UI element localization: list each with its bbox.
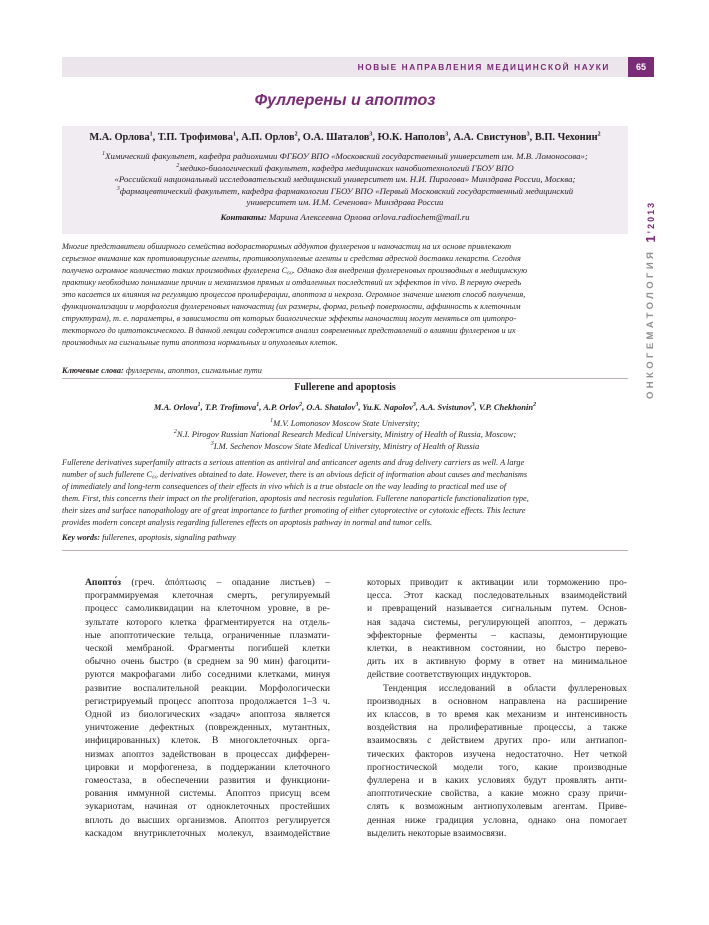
- body-text-line: [367, 589, 627, 602]
- affiliation-line: [62, 418, 628, 429]
- affiliation-line: [78, 197, 612, 209]
- author-name: O.A. Shatalov: [306, 402, 356, 412]
- body-text-line: [367, 695, 627, 708]
- body-text-line: [367, 616, 627, 629]
- keywords-ru: [62, 366, 262, 375]
- author-affiliation-mark: 1: [149, 131, 153, 138]
- body-text-line: [367, 800, 627, 813]
- abstract-line: практику необходимо понимание причин и механизмов прямых и отдаленных последствий их эффектов in vivo. В первую очередь: [62, 278, 522, 287]
- body-text-line: [367, 761, 627, 774]
- body-text-line: [367, 576, 627, 589]
- body-text: Тенденция исследований в области фуллереновых: [383, 682, 627, 694]
- author-affiliation-mark: 3: [445, 131, 449, 138]
- body-text: клетки, в неактивном состоянии, но быстро перево-: [367, 643, 627, 655]
- body-text: гомеостаза, в обеспечении развития и функциони-: [85, 775, 330, 787]
- body-text-line: [85, 576, 330, 589]
- author-name: А.А. Свистунов: [453, 132, 527, 143]
- affiliation-line: [78, 186, 612, 198]
- affiliation-mark: 2: [176, 162, 180, 169]
- author-affiliation-mark: 3: [355, 402, 359, 409]
- body-text-line: [85, 602, 330, 615]
- body-text-line: [85, 774, 330, 787]
- body-text-line: [367, 602, 627, 615]
- body-text: прогностической модели того, какие производные: [367, 761, 627, 773]
- author-name: M.A. Orlova: [153, 402, 198, 412]
- body-text-line: [367, 668, 627, 681]
- abstract-en: [62, 457, 628, 529]
- body-text: (греч. ἀπόπτωσις – опадание листьев) –: [121, 577, 330, 588]
- body-text: производных в основном направлена на расширение: [367, 695, 627, 707]
- body-text: зультате которого клетка фрагментируется на отдель-: [85, 616, 330, 628]
- affiliations-en: [62, 418, 628, 452]
- body-text-line: [367, 708, 627, 721]
- body-text-line: [367, 814, 627, 827]
- affiliation-text: фармацевтический факультет, кафедра фармакологии ГБОУ ВПО «Первый Московский государственный медицинский: [119, 185, 574, 196]
- abstract-line: Fullerene derivatives superfamily attracts a serious attention as antiviral and anticancer agents and drug delivery carriers as well. A large: [62, 458, 525, 467]
- author-name: А.П. Орлов: [241, 132, 295, 143]
- author-name: V.P. Chekhonin: [478, 402, 534, 412]
- author-affiliation-mark: 2: [294, 131, 298, 138]
- abstract-line: Многие представители обширного семейства водорастворимых аддуктов фуллеренов и наночастиц на их основе привлекают: [62, 242, 512, 251]
- body-text: развитие воспалительной реакции. Морфологически: [85, 682, 330, 694]
- keywords-en: [62, 533, 236, 542]
- body-text-line: [85, 642, 330, 655]
- body-text: воздействия на пролиферативные процессы, а также: [367, 722, 627, 734]
- authors-en: M.A. Orlova$^1$, T.P. Trofimova$^1$, A.P. Orlov$^2$, O.A. Shatalov$^3$, Yu.K. Napolov$^3$, A.A. Svistunov$^3$, V.P. Chekhonin$^2$: [153, 402, 537, 412]
- body-text-line: [367, 774, 627, 787]
- body-text-line: [85, 655, 330, 668]
- body-text-line: [85, 708, 330, 721]
- body-text-line: [367, 734, 627, 747]
- body-text: эукариотам, начиная от одноклеточных простейших: [85, 801, 330, 813]
- english-title: Fullerene and apoptosis: [294, 382, 396, 393]
- body-text-line: [367, 827, 627, 840]
- body-text-line: [85, 629, 330, 642]
- author-affiliation-mark: 2: [597, 131, 601, 138]
- body-text: цесса. Этот каскад последовательных взаимодействий: [367, 590, 627, 602]
- contacts: [62, 212, 628, 222]
- affiliation-mark: 3: [116, 185, 120, 192]
- keywords-en-label: Key words:: [62, 533, 101, 542]
- affiliation-mark: 1: [102, 151, 106, 158]
- author-name: В.П. Чехонин: [534, 132, 598, 143]
- body-text-line: [85, 800, 330, 813]
- body-text: руются макрофагами либо соседними клетками, минуя: [85, 669, 330, 681]
- abstract-ru: [62, 241, 628, 349]
- abstract-line: of immediately and long-term consequences of their effects in vivo which is a true obstacle on the way leading to practical med use of: [62, 482, 507, 491]
- affiliation-text: I.M. Sechenov Moscow State Medical University, Ministry of Health of Russia: [213, 440, 480, 451]
- abstract-line: number of such fullerene C₆₀ derivatives obtained to date. However, there is an obvious deficit of information about causes and mechanisms: [62, 470, 528, 479]
- body-text: ные апоптотические тельца, ограниченные плазмати-: [85, 629, 330, 641]
- body-text-line: [85, 734, 330, 747]
- body-text: рования иммунной системы. Апоптоз присущ всем: [85, 788, 330, 800]
- body-text-line: [367, 748, 627, 761]
- body-text: регистрируемый процесс апоптоза продолжается 1–3 ч.: [85, 695, 330, 707]
- body-text: апоптотические свойства, а какие можно сразу причи-: [367, 788, 627, 800]
- abstract-line: provides modern concept analysis regarding fullerenes effects on apoptosis pathway in normal and tumor cells.: [62, 518, 433, 527]
- affiliation-mark: 1: [270, 418, 274, 425]
- author-name: Yu.K. Napolov: [362, 402, 413, 412]
- body-text-line: [85, 748, 330, 761]
- body-text: вплоть до высших организмов. Апоптоз регулируется: [85, 814, 330, 826]
- affiliation-text: N.I. Pirogov Russian National Research Medical University, Ministry of Health of Russia, Moscow;: [176, 429, 517, 440]
- body-text-line: [367, 629, 627, 642]
- body-text: каскадом внутриклеточных молекул, взаимодействие: [85, 827, 330, 839]
- author-affiliation-mark: 1: [197, 402, 201, 409]
- affiliation-text: университет им. И.М. Сеченова» Минздрава России: [246, 197, 444, 208]
- keywords-en-text: fullerenes, apoptosis, signaling pathway: [100, 533, 236, 542]
- body-text: выделить некоторые взаимосвязи.: [367, 827, 507, 839]
- body-text: тических факторов изучена недостаточно. Нет четкой: [367, 748, 627, 760]
- body-text-line: [85, 787, 330, 800]
- body-column-left: [85, 576, 330, 840]
- abstract-line: their sizes and surface nanopathology are of great importance to further promoting of either cytoprotective or cytotoxic effects. This lecture: [62, 506, 526, 515]
- body-text: эффекторные ферменты – каспазы, демонтирующие: [367, 629, 627, 641]
- body-text: цировки и морфогенеза, в поддержании клеточного: [85, 761, 330, 773]
- affiliation-mark: 3: [210, 440, 214, 447]
- body-text-line: [367, 642, 627, 655]
- body-text: которых приводит к активации или торможению про-: [367, 577, 627, 588]
- abstract-line: them. First, this concerns their impact on the proliferation, apoptosis and necrosis regulation. Fullerene nanoparticle functionalization type,: [62, 494, 529, 503]
- abstract-line: это касается их влияния на регуляцию процессов пролиферации, апоптоза и некроза. Огромное значение имеют способ получения,: [62, 290, 526, 299]
- keywords-ru-text: фуллерены, апоптоз, сигнальные пути: [123, 366, 262, 375]
- body-text-line: [85, 668, 330, 681]
- affiliation-line: [78, 174, 612, 186]
- body-text: и превращений называется сигнальным путем. Основ-: [367, 603, 627, 615]
- author-affiliation-mark: 3: [369, 131, 373, 138]
- abstract-line: функционализации и морфология фуллереновых наночастиц (их размеры, форма, рельеф поверхности, аффинность к клеточным: [62, 302, 521, 311]
- body-text-line: [85, 616, 330, 629]
- abstract-line: получено огромное количество таких производных фуллерена С₆₀. Однако для внедрения фуллереновых производных в медицинскую: [62, 266, 528, 275]
- affiliation-line: [78, 151, 612, 163]
- affiliation-line: [78, 163, 612, 175]
- author-name: Т.П. Трофимова: [157, 132, 233, 143]
- divider: [62, 550, 628, 551]
- body-column-right: [367, 576, 627, 840]
- journal-name: ОНКОГЕМАТОЛОГИЯ: [645, 248, 656, 399]
- body-text-line: [85, 682, 330, 695]
- body-text: инфицированных) клеток. В многоклеточных орга-: [85, 735, 330, 747]
- body-text: низмах апоптоз задействован в процессах дифферен-: [85, 748, 330, 760]
- journal-year: 2013: [646, 200, 656, 229]
- body-text: ная задача системы, регулирующей апоптоз, – держать: [367, 616, 627, 628]
- term-lead: Апопто́з: [85, 577, 122, 588]
- page-number: 65: [628, 57, 654, 77]
- body-text: обычно очень быстро (в среднем за 90 мин) фагоцити-: [85, 656, 330, 668]
- journal-issue-separator: ’: [646, 228, 656, 234]
- body-text-line: [367, 682, 627, 695]
- affiliation-text: «Российский национальный исследовательский медицинский университет им. Н.И. Пирогова» Минздрава России, Москва;: [114, 174, 576, 185]
- author-affiliation-mark: 3: [526, 131, 530, 138]
- abstract-line: структурам), т. е. параметры, в зависимости от которых биологические эффекты наночастиц могут меняться от цитопро-: [62, 314, 517, 323]
- journal-side-label: [641, 99, 661, 399]
- author-name: О.А. Шаталов: [302, 132, 370, 143]
- body-text-line: [85, 814, 330, 827]
- body-text: ческой мембраной. Фрагменты погибшей клетки: [85, 643, 330, 655]
- abstract-line: серьезное внимание как противовирусные агенты, противоопухолевые агенты и средства адресной доставки лекарств. Сегодня: [62, 254, 521, 263]
- keywords-ru-label: Ключевые слова:: [62, 366, 124, 375]
- body-text: дить их в активную форму в ответ на минимальное: [367, 656, 627, 668]
- body-text: их классов, в то время как механизм и интенсивность: [367, 709, 627, 721]
- divider: [62, 378, 628, 379]
- article-title: Фуллерены и апоптоз: [254, 92, 436, 109]
- abstract-line: текторного до цитотоксического. В данной лекции содержится анализ современных представлений о влиянии фуллеренов и их: [62, 326, 516, 335]
- author-affiliation-mark: 2: [299, 402, 303, 409]
- journal-issue: 1: [643, 233, 658, 243]
- authors-ru: М.А. Орлова$^1$, Т.П. Трофимова$^1$, А.П. Орлов$^2$, О.А. Шаталов$^3$, Ю.К. Наполов$^3$, А.А. Свистунов$^3$, В.П. Чехонин$^2$: [89, 131, 601, 143]
- affiliation-text: Химический факультет, кафедра радиохимии ФГБОУ ВПО «Московский государственный университет им. М.В. Ломоносова»;: [105, 151, 588, 161]
- body-text: денная ниже градиция условна, однако она помогает: [367, 814, 627, 826]
- author-affiliation-mark: 1: [256, 402, 260, 409]
- author-affiliation-mark: 3: [412, 402, 416, 409]
- affiliation-mark: 2: [173, 429, 177, 436]
- affiliation-text: M.V. Lomonosov Moscow State University;: [273, 418, 420, 428]
- body-text: фуллерена и в каких условиях будут проявлять анти-: [367, 775, 627, 787]
- body-text: слять к возможным антиопухолевым агентам. Приве-: [367, 801, 627, 813]
- author-name: М.А. Орлова: [89, 132, 150, 143]
- body-text: действие соответствующих индукторов.: [367, 669, 532, 681]
- affiliation-line: [62, 441, 628, 452]
- body-text-line: [85, 589, 330, 602]
- affiliation-text: медико-биологический факультет, кафедра медицинских нанобиотехнологий ГБОУ ВПО: [179, 162, 514, 173]
- body-text: Одной из биологических «задач» апоптоза является: [85, 709, 330, 721]
- contacts-label: Контакты:: [220, 212, 267, 222]
- body-text: уничтожение дефектных (поврежденных, мутантных,: [85, 722, 330, 734]
- body-text-line: [367, 721, 627, 734]
- body-text-line: [367, 655, 627, 668]
- author-name: Ю.К. Наполов: [377, 132, 446, 143]
- section-header: НОВЫЕ НАПРАВЛЕНИЯ МЕДИЦИНСКОЙ НАУКИ: [357, 62, 610, 72]
- body-text-line: [85, 761, 330, 774]
- author-name: A.A. Svistunov: [419, 402, 472, 412]
- body-text-line: [85, 721, 330, 734]
- author-name: A.P. Orlov: [263, 402, 300, 412]
- body-text-line: [85, 695, 330, 708]
- author-name: T.P. Trofimova: [204, 402, 257, 412]
- author-affiliation-mark: 1: [233, 131, 236, 138]
- body-text-line: [367, 787, 627, 800]
- body-text: программируемая клеточная смерть, регулируемый: [85, 590, 330, 602]
- author-affiliation-mark: 3: [471, 402, 475, 409]
- affiliation-line: [62, 429, 628, 440]
- body-text: взаимосвязь с действием других про- или антиапоп-: [367, 735, 627, 747]
- author-affiliation-mark: 2: [533, 402, 537, 409]
- affiliations-ru: [78, 151, 612, 209]
- body-text-line: [85, 827, 330, 840]
- body-text: процесс самоликвидации на клеточном уровне, в ре-: [85, 603, 330, 615]
- abstract-line: производных на сигнальные пути апоптоза нормальных и опухолевых клеток.: [62, 338, 338, 347]
- contacts-text: Марина Алексеевна Орлова orlova.radiochem@mail.ru: [266, 212, 470, 222]
